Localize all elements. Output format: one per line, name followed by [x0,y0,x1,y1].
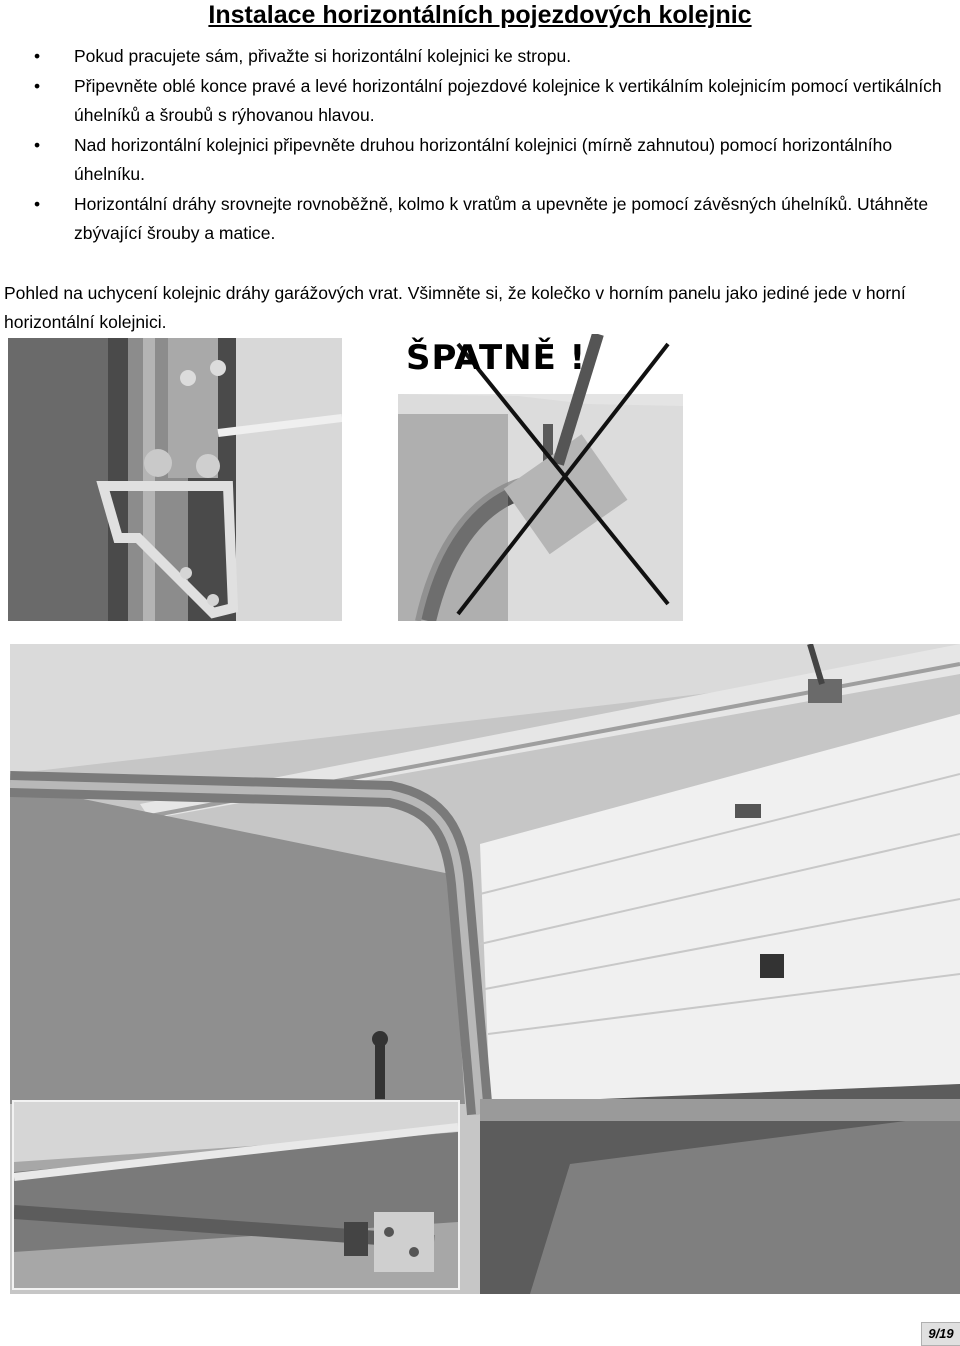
wrong-label: ŠPATNĚ ! [406,338,587,378]
list-item [0,72,960,130]
page-title: Instalace horizontálních pojezdových kolejnic [208,1,752,29]
photo-caption: Pohled na uchycení kolejnic dráhy garážových vrat. Všimněte si, že kolečko v horním panelu jako jediné jede v horní horizontální kolejnici. [4,283,906,332]
bracket-photo [8,338,342,621]
page-number: 9/19 [921,1322,960,1346]
list-item-text: Pokud pracujete sám, přivažte si horizontální kolejnici ke stropu. [74,46,572,66]
bullet-icon: • [34,76,41,96]
bullet-icon: • [34,46,41,66]
list-item-text: Připevněte oblé konce pravé a levé horizontální pojezdové kolejnice k vertikálním kolejnicím pomocí vertikálních úhelníků a šroubů s rýhovanou hlavou. [74,76,942,125]
list-item [0,42,960,71]
list-item-text: Nad horizontální kolejnici připevněte druhou horizontální kolejnici (mírně zahnutou) pomocí horizontálního úhelníku. [74,135,893,184]
bullet-icon: • [34,194,41,214]
list-item [0,131,960,189]
wrong-mounting-photo [398,334,683,621]
bullet-icon: • [34,135,41,155]
inset-detail-photo [12,1100,460,1290]
instruction-list [0,42,960,249]
list-item-text: Horizontální dráhy srovnejte rovnoběžně, kolmo k vratům a upevněte je pomocí závěsných úhelníků. Utáhněte zbývající šrouby a matice. [74,194,929,243]
list-item [0,190,960,248]
